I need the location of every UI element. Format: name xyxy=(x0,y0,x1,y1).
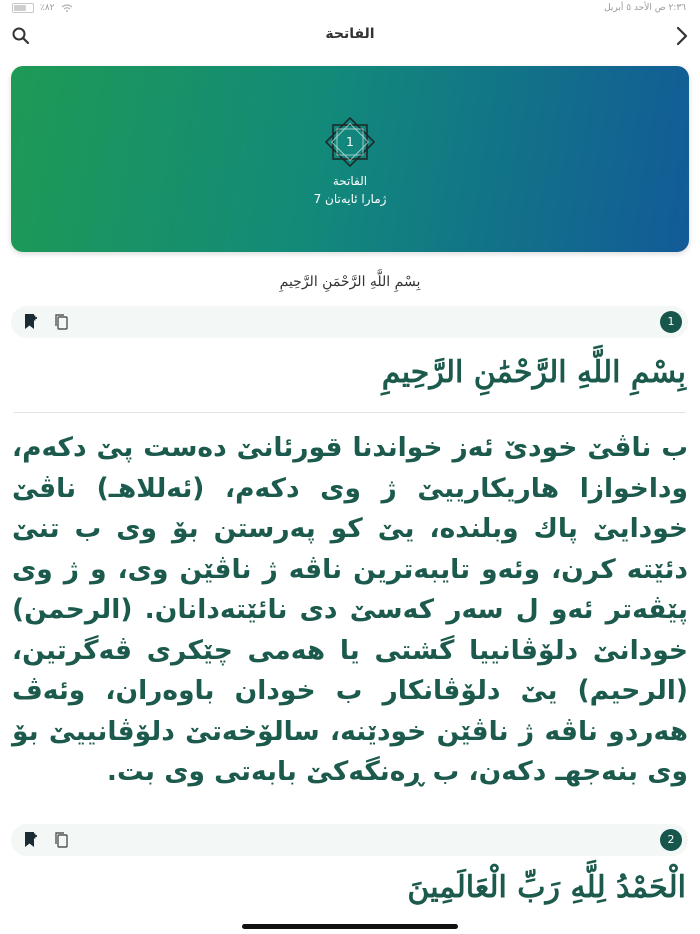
status-left xyxy=(12,3,73,13)
chevron-right-icon[interactable] xyxy=(670,25,692,47)
page-title: الفاتحة xyxy=(325,26,375,42)
home-indicator[interactable] xyxy=(242,924,458,929)
battery-label: ٪٨٢ xyxy=(40,3,55,13)
copy-icon[interactable] xyxy=(53,313,69,331)
status-bar xyxy=(0,0,700,18)
bookmark-icon[interactable] xyxy=(23,313,39,331)
ayah-toolbar xyxy=(11,306,688,338)
basmala: بِسْمِ اللَّهِ الرَّحْمَنِ الرَّحِيمِ xyxy=(279,274,421,290)
bookmark-icon[interactable] xyxy=(23,831,39,849)
status-time-date: ٢:٣٦ ص الأحد ٥ أبريل xyxy=(604,3,686,13)
ayah-arabic-text: بِسْمِ اللَّهِ الرَّحْمَٰنِ الرَّحِيمِ xyxy=(381,355,686,390)
battery-icon xyxy=(12,3,34,13)
ayah-count: ژمارا ئایەتان 7 xyxy=(313,192,387,206)
divider xyxy=(14,412,686,413)
surah-name: الفاتحة xyxy=(332,174,368,188)
copy-icon[interactable] xyxy=(53,831,69,849)
ayah-arabic-text: الْحَمْدُ لِلَّهِ رَبِّ الْعَالَمِينَ xyxy=(407,870,686,905)
surah-number: 1 xyxy=(346,135,354,149)
surah-header-card xyxy=(11,66,689,252)
ayah-number-badge: 2 xyxy=(660,829,682,851)
ayah-toolbar xyxy=(11,824,688,856)
nav-bar xyxy=(0,18,700,54)
wifi-icon xyxy=(61,4,73,12)
ayah-number-badge: 1 xyxy=(660,311,682,333)
ayah-tafsir-text: ب ناڤێ خودێ ئەز خواندنا قورئانێ دەست پێ دكەم، وداخوازا هاریكارییێ ژ وی دكەم، (ئەللاهـ) ناڤێ خودایێ پاك وبلندە، یێ كو پەرستن بۆ وی ب تنێ دئێتە كرن، وئەو تایبەترین ناڤە ژ ناڤێن وی، و ژ وی پێڤەتر ئەو ل سەر كەسێ دی نائێتەدانان. (الرحمن) خودانێ دلۆڤانییا گشتی یا هەمی چێكری ڤەگرتین، (الرحیم) یێ دلۆڤانكار ب خودان باوەران، وئەڤ هەردو ناڤە ژ ناڤێن خودێنە، سالۆخەتێ دلۆڤانییێ بۆ وی بنەجهـ دكەن، ب ڕەنگەكێ بابەتی وی بت. xyxy=(12,432,688,787)
